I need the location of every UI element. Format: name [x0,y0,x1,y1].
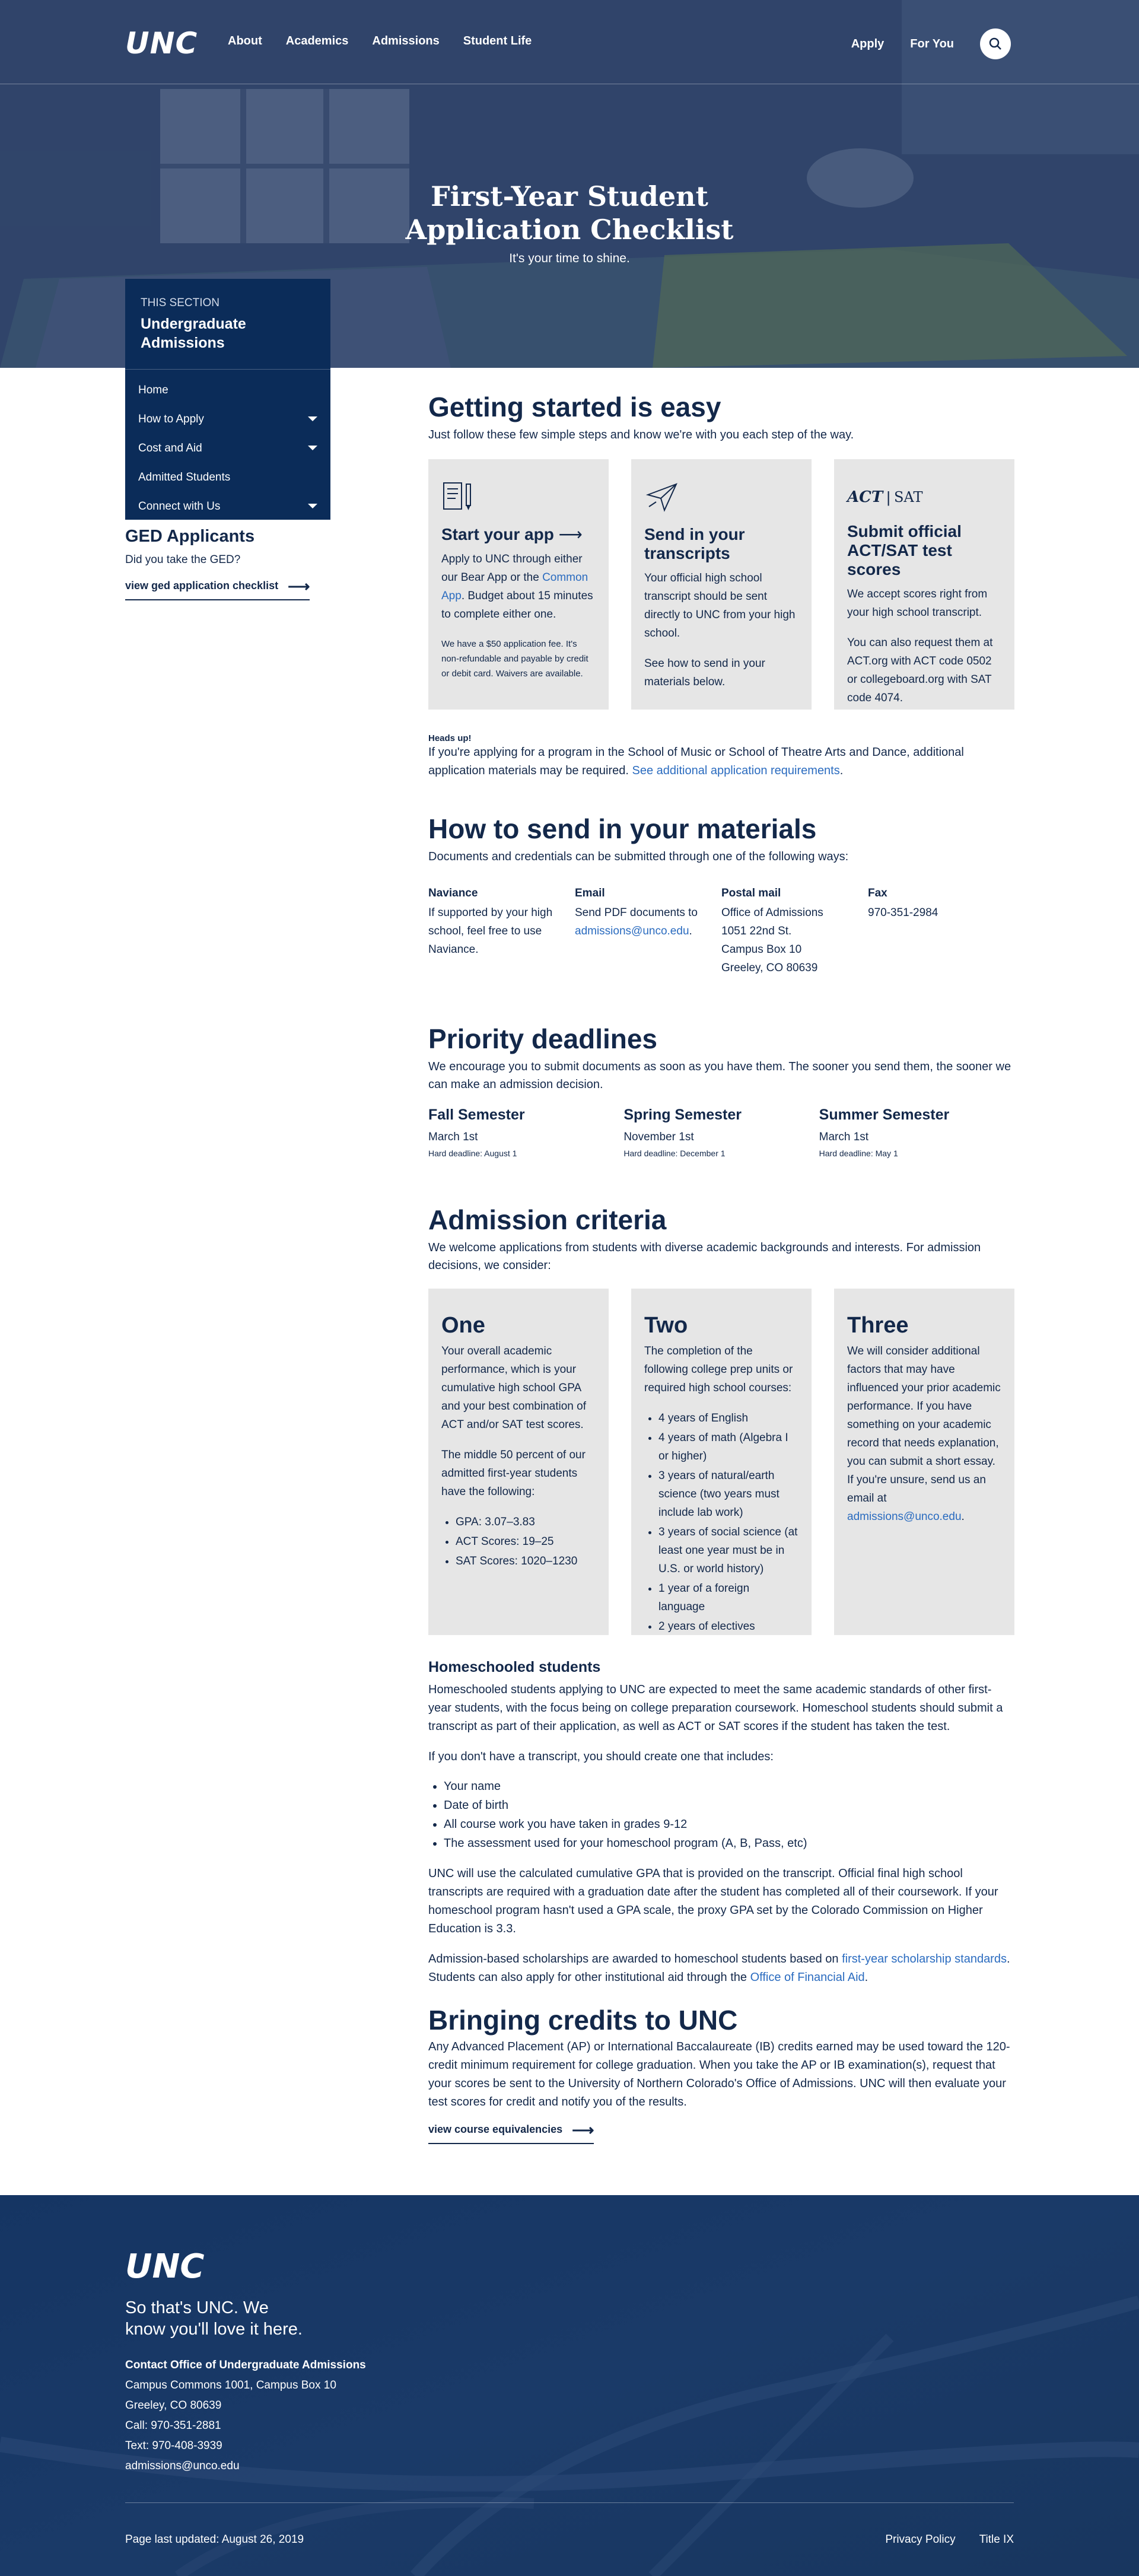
nav-student-life[interactable]: Student Life [463,34,532,47]
title-line: transcripts [644,544,730,562]
nav-admissions[interactable]: Admissions [372,34,440,47]
list-item: • 4 years of English [658,1409,798,1427]
arrow-right-icon: ⟶ [288,577,310,595]
list-item: • 3 years of natural/earth science (two years must include lab work) [658,1467,798,1522]
nav-about[interactable]: About [228,34,262,47]
secondary-nav [825,28,1011,59]
step-card-title-text: Start your app [441,525,554,543]
deadline-columns [428,1106,1014,1158]
sidebar-section-title[interactable] [141,314,315,352]
materials-methods [428,887,1014,977]
criteria-card-body: The completion of the following college prep units or required high school courses: [644,1345,793,1394]
page-subtitle: It's your time to shine. [509,252,630,265]
ged-heading: GED Applicants [125,527,255,546]
additional-requirements-link[interactable]: See additional application requirements [632,764,840,777]
method-text: If supported by your high school, feel free to use Naviance. [428,907,553,956]
list-item: • 3 years of social science (at least one year must be in U.S. or world history) [658,1523,798,1578]
contact-city: Greeley, CO 80639 [125,2399,222,2412]
method-postal-mail [721,887,868,977]
contact-address: Campus Commons 1001, Campus Box 10 [125,2379,336,2391]
act-logo: ACT [847,488,883,506]
body-text: . [839,764,844,777]
required-courses-list [658,1409,798,1636]
sidebar-menu [125,369,330,520]
step-card-start-app [428,459,609,710]
body-text: . Students can also apply for other institutional aid through the [428,1952,1010,1984]
arrow-right-icon: ⟶ [558,525,583,543]
criteria-cards [428,1289,1014,1635]
deadline-date: March 1st [428,1131,478,1143]
title-ix-link[interactable]: Title IX [979,2533,1014,2546]
fax-number: 970-351-2984 [868,907,938,919]
page-title-line-2: Application Checklist [405,214,734,246]
ged-checklist-link[interactable] [125,577,310,600]
tagline-line: So that's UNC. We [125,2298,269,2317]
ged-link-label: view ged application checklist [125,580,279,591]
sidebar-item-label: Home [138,384,168,396]
list-item: • Your name [444,1777,1014,1796]
top-navigation [0,0,1139,84]
list-item: • ACT Scores: 19–25 [456,1532,596,1551]
ged-question: Did you take the GED? [125,554,241,566]
step-card-body: We accept scores right from your high school transcript. [847,588,988,619]
step-card-test-scores [834,459,1014,710]
list-item: • 4 years of math (Algebra I or higher) [658,1429,798,1465]
privacy-policy-link[interactable]: Privacy Policy [885,2533,956,2546]
search-icon [988,37,1003,51]
sat-logo: SAT [893,489,923,505]
homeschool-heading: Homeschooled students [428,1659,601,1675]
steps-cards [428,459,1014,710]
body-text: . Budget about 15 minutes to complete either one. [441,590,593,621]
method-naviance [428,887,575,977]
sidebar-item-label: Cost and Aid [138,442,202,454]
transcript-requirements-list [444,1777,1014,1853]
deadline-term: Summer Semester [819,1106,950,1123]
deadline-date: March 1st [819,1131,869,1143]
list-item: • The assessment used for your homeschool program (A, B, Pass, etc) [444,1834,1014,1853]
step-card-note: You can also request them at ACT.org with ACT code 0502 or collegeboard.org with SAT code 4074. [847,637,993,704]
list-item: • Date of birth [444,1796,1014,1815]
heads-up-text [428,743,1014,780]
body-text: If you're applying for a program in the School of Music or School of Theatre Arts and Dance, additional application materials may be required. [428,746,964,777]
ged-applicants-block [125,527,330,600]
sidebar-item-connect-with-us[interactable] [125,491,330,520]
application-document-icon [441,481,477,514]
deadline-spring [623,1106,819,1158]
list-item: • 1 year of a foreign language [658,1579,798,1616]
homeschool-scholarship-note [428,1950,1014,1987]
contact-text-number[interactable]: Text: 970-408-3939 [125,2440,222,2452]
footer-contact [125,2355,366,2476]
method-title: Postal mail [721,887,781,899]
caret-down-icon[interactable] [308,446,317,450]
main-content [428,392,1014,2144]
step-card-body: Your official high school transcript should be sent directly to UNC from your high school. [644,572,796,640]
title-line: Submit official [847,522,962,540]
page-title-line-1: First-Year Student [431,180,708,212]
hard-deadline: Hard deadline: May 1 [819,1149,898,1158]
step-card-transcripts [631,459,812,710]
address-line: Office of Admissions [721,907,823,919]
logo-divider: | [886,488,890,506]
contact-email-link[interactable]: admissions@unco.edu [125,2460,240,2472]
section-sidebar [125,279,330,520]
step-card-title [644,525,798,563]
materials-lead: Documents and credentials can be submitted through one of the following ways: [428,850,849,863]
criteria-card-body: The middle 50 percent of our admitted first-year students have the following: [441,1449,586,1498]
admissions-email-link[interactable]: admissions@unco.edu [847,1510,962,1523]
footer-links [885,2533,1014,2546]
caret-down-icon[interactable] [308,416,317,421]
address-line: Greeley, CO 80639 [721,962,818,974]
materials-heading: How to send in your materials [428,813,817,844]
title-line: Send in your [644,525,745,543]
body-text: Send PDF documents to [575,907,698,919]
step-card-note: See how to send in your materials below. [644,657,765,688]
sidebar-item-label: How to Apply [138,413,204,425]
body-text: Admission-based scholarships are awarded to homeschool students based on [428,1952,842,1966]
criteria-stats-list [456,1513,596,1570]
deadlines-heading: Priority deadlines [428,1023,658,1054]
footer-tagline [125,2297,303,2340]
sidebar-item-label: Connect with Us [138,500,221,513]
deadlines-lead: We encourage you to submit documents as soon as you have them. The sooner you send them, the sooner we can make an admission decision. [428,1060,1011,1091]
deadline-date: November 1st [623,1131,694,1143]
address-line: Campus Box 10 [721,943,802,956]
hard-deadline: Hard deadline: August 1 [428,1149,517,1158]
criteria-heading: Admission criteria [428,1204,667,1235]
step-card-title[interactable] [441,525,596,544]
hard-deadline: Hard deadline: December 1 [623,1149,726,1158]
list-item: • 2 years of electives [658,1617,798,1636]
deadline-term: Spring Semester [623,1106,742,1123]
deadline-term: Fall Semester [428,1106,525,1123]
criteria-lead: We welcome applications from students with diverse academic backgrounds and interests. For admission decisions, we consider: [428,1241,981,1272]
getting-started-heading: Getting started is easy [428,392,721,422]
act-sat-logo [847,481,1001,514]
body-text: We will consider additional factors that may have influenced your prior academic performance. If you have something on your academic record that needs explanation, you can submit a short essay. If you're unsure, send us an email at [847,1345,1001,1505]
method-fax [868,887,1014,977]
tagline-line: know you'll love it here. [125,2320,303,2339]
body-text: . [689,925,692,937]
method-email [575,887,721,977]
heads-up-note [428,733,1014,780]
criteria-card-three [834,1289,1014,1635]
sidebar-title-line-2: Admissions [141,335,225,351]
criteria-card-title: Two [644,1313,688,1338]
site-footer [0,2195,1139,2576]
footer-unc-logo[interactable]: UNC [125,2247,205,2286]
criteria-card-title: One [441,1313,485,1338]
deadline-fall [428,1106,623,1158]
search-button[interactable] [980,28,1011,59]
nav-for-you[interactable]: For You [910,37,954,50]
common-app-link[interactable]: Common App [441,571,588,602]
credits-text: Any Advanced Placement (AP) or International Baccalaureate (IB) credits earned may be used toward the 120-credit minimum requirement for college graduation. When you take the AP or IB examination(s), request that your scores be sent to the University of Northern Colorado's Office of Admissions. UNC will then evaluate your test scores for credit and notify you of the results. [428,2040,1010,2108]
method-title: Email [575,887,605,899]
page-last-updated: Page last updated: August 26, 2019 [125,2533,304,2546]
list-item: • GPA: 3.07–3.83 [456,1513,596,1531]
body-text: Apply to UNC through either our Bear App or the [441,553,583,584]
step-card-body [441,550,596,624]
heads-up-label: Heads up! [428,733,472,743]
criteria-card-one [428,1289,609,1635]
course-equivalencies-link[interactable] [428,2120,594,2144]
list-item: • All course work you have taken in grades 9-12 [444,1815,1014,1834]
step-card-title [847,522,1001,579]
contact-phone[interactable]: Call: 970-351-2881 [125,2419,221,2432]
financial-aid-link[interactable]: Office of Financial Aid [750,1971,865,1984]
sidebar-item-cost-and-aid[interactable] [125,432,330,462]
title-line: ACT/SAT test scores [847,541,952,578]
sidebar-item-how-to-apply[interactable] [125,403,330,432]
method-title: Naviance [428,887,478,899]
sidebar-item-admitted-students[interactable] [125,462,330,491]
arrow-right-icon: ⟶ [572,2120,594,2139]
getting-started-lead: Just follow these few simple steps and know we're with you each step of the way. [428,428,854,441]
primary-nav [228,34,555,48]
contact-title: Contact Office of Undergraduate Admissions [125,2359,366,2371]
homeschool-transcript-note: If you don't have a transcript, you should create one that includes: [428,1750,774,1763]
sidebar-item-label: Admitted Students [138,471,231,484]
body-text: . [961,1510,965,1523]
homeschool-gpa-note: UNC will use the calculated cumulative GPA that is provided on the transcript. Official final high school transcripts are required with a graduation date after the student has completed all of their coursework. If your homeschool program hasn't used a GPA scale, the proxy GPA set by the Colorado Commission on Higher Education is 3.3. [428,1867,998,1935]
criteria-card-body: Your overall academic performance, which is your cumulative high school GPA and your best combination of ACT and/or SAT test scores. [441,1345,586,1431]
footer-divider [125,2502,1014,2503]
list-item: • SAT Scores: 1020–1230 [456,1552,596,1570]
admissions-email-link[interactable]: admissions@unco.edu [575,925,689,937]
sidebar-item-home[interactable] [125,374,330,403]
link-label: view course equivalencies [428,2123,563,2135]
scholarship-standards-link[interactable]: first-year scholarship standards [842,1952,1007,1966]
nav-academics[interactable]: Academics [285,34,349,47]
deadline-summer [819,1106,1014,1158]
sidebar-section-label: THIS SECTION [141,297,220,309]
criteria-card-body [847,1342,1001,1526]
unc-logo[interactable]: UNC [125,26,198,61]
criteria-card-two [631,1289,812,1635]
page-title [0,180,1139,246]
caret-down-icon[interactable] [308,504,317,508]
homeschool-intro: Homeschooled students applying to UNC are expected to meet the same academic standards of other first-year students, with the focus being on college preparation coursework. Homeschool students should submit a transcript as part of their application, as well as ACT or SAT scores if the student has taken the test. [428,1683,1003,1733]
credits-heading: Bringing credits to UNC [428,2005,738,2036]
method-title: Fax [868,887,887,899]
sidebar-title-line-1: Undergraduate [141,316,246,332]
paper-plane-icon [644,481,680,514]
nav-apply[interactable]: Apply [851,37,885,50]
body-text: . [864,1971,868,1984]
sidebar-header [125,279,330,369]
application-fee-note: We have a $50 application fee. It's non-refundable and payable by credit or debit card. Waivers are available. [441,639,588,679]
criteria-card-title: Three [847,1313,909,1338]
method-text [575,904,721,940]
address-line: 1051 22nd St. [721,925,792,937]
